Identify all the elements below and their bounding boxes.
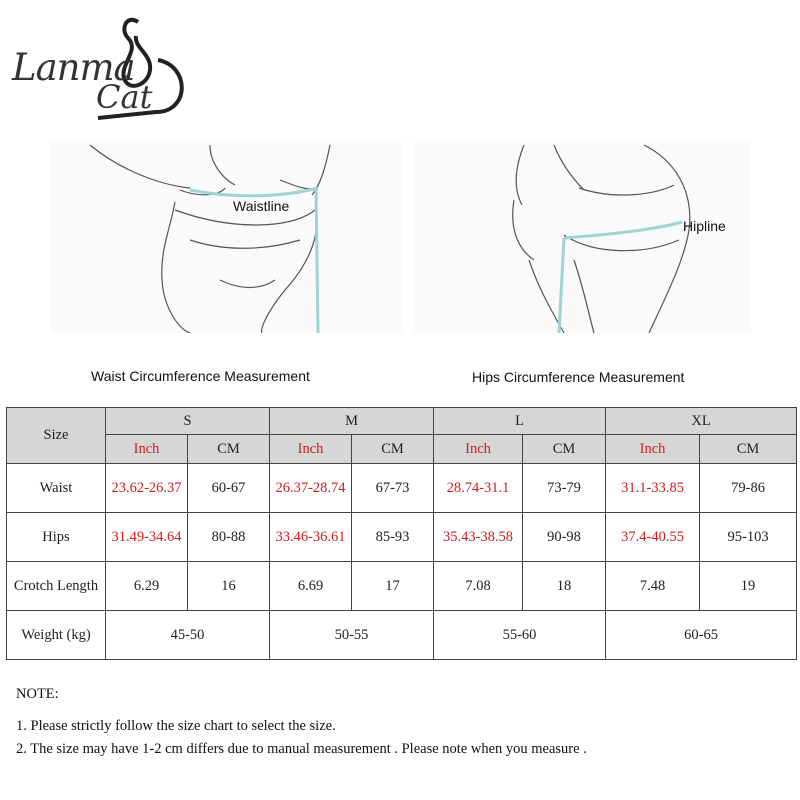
table-cell: 17	[352, 562, 434, 611]
unit-header-row	[7, 435, 797, 464]
table-cell: 35.43-38.58	[434, 513, 523, 562]
table-cell: 90-98	[523, 513, 606, 562]
table-cell: 45-50	[106, 611, 270, 660]
note-item: 1. Please strictly follow the size chart to select the size.	[16, 718, 336, 734]
table-cell: 33.46-36.61	[270, 513, 352, 562]
table-cell: 16	[188, 562, 270, 611]
table-cell: 23.62-26.37	[106, 464, 188, 513]
table-cell: 60-65	[606, 611, 797, 660]
table-cell: 31.49-34.64	[106, 513, 188, 562]
unit-cm: CM	[352, 435, 434, 464]
table-cell: 50-55	[270, 611, 434, 660]
row-label: Weight (kg)	[7, 611, 106, 660]
size-xl-header: XL	[606, 408, 797, 435]
table-cell: 79-86	[700, 464, 797, 513]
table-row-crotch	[7, 562, 797, 611]
table-row-weight	[7, 611, 797, 660]
table-cell: 85-93	[352, 513, 434, 562]
table-cell: 28.74-31.1	[434, 464, 523, 513]
table-cell: 31.1-33.85	[606, 464, 700, 513]
size-chart-table	[6, 407, 797, 660]
table-cell: 73-79	[523, 464, 606, 513]
unit-inch: Inch	[434, 435, 523, 464]
unit-cm: CM	[700, 435, 797, 464]
table-cell: 19	[700, 562, 797, 611]
unit-inch: Inch	[106, 435, 188, 464]
logo-text-cat: Cat	[96, 78, 153, 116]
waistline-label: Waistline	[233, 198, 290, 214]
table-cell: 55-60	[434, 611, 606, 660]
brand-logo	[8, 8, 193, 123]
table-cell: 60-67	[188, 464, 270, 513]
hipline-label: Hipline	[683, 218, 726, 234]
notes-title: NOTE:	[16, 686, 59, 702]
size-m-header: M	[270, 408, 434, 435]
unit-inch: Inch	[270, 435, 352, 464]
unit-cm: CM	[188, 435, 270, 464]
unit-cm: CM	[523, 435, 606, 464]
hips-caption: Hips Circumference Measurement	[472, 369, 685, 385]
table-cell: 26.37-28.74	[270, 464, 352, 513]
row-label: Waist	[7, 464, 106, 513]
table-cell: 80-88	[188, 513, 270, 562]
unit-inch: Inch	[606, 435, 700, 464]
waist-caption: Waist Circumference Measurement	[91, 368, 310, 384]
logo-text-lanma: Lanma	[12, 46, 135, 89]
note-item: 2. The size may have 1-2 cm differs due to manual measurement . Please note when you measure .	[16, 741, 587, 757]
table-cell: 95-103	[700, 513, 797, 562]
table-cell: 37.4-40.55	[606, 513, 700, 562]
size-s-header: S	[106, 408, 270, 435]
table-row-waist	[7, 464, 797, 513]
table-cell: 67-73	[352, 464, 434, 513]
row-label: Hips	[7, 513, 106, 562]
table-cell: 6.29	[106, 562, 188, 611]
table-cell: 7.48	[606, 562, 700, 611]
table-row-hips	[7, 513, 797, 562]
waist-measurement-illustration	[50, 140, 402, 333]
table-cell: 6.69	[270, 562, 352, 611]
row-label: Crotch Length	[7, 562, 106, 611]
size-l-header: L	[434, 408, 606, 435]
table-cell: 18	[523, 562, 606, 611]
size-header-row	[7, 408, 797, 435]
size-header: Size	[7, 408, 106, 464]
hips-measurement-illustration	[414, 140, 751, 333]
table-cell: 7.08	[434, 562, 523, 611]
